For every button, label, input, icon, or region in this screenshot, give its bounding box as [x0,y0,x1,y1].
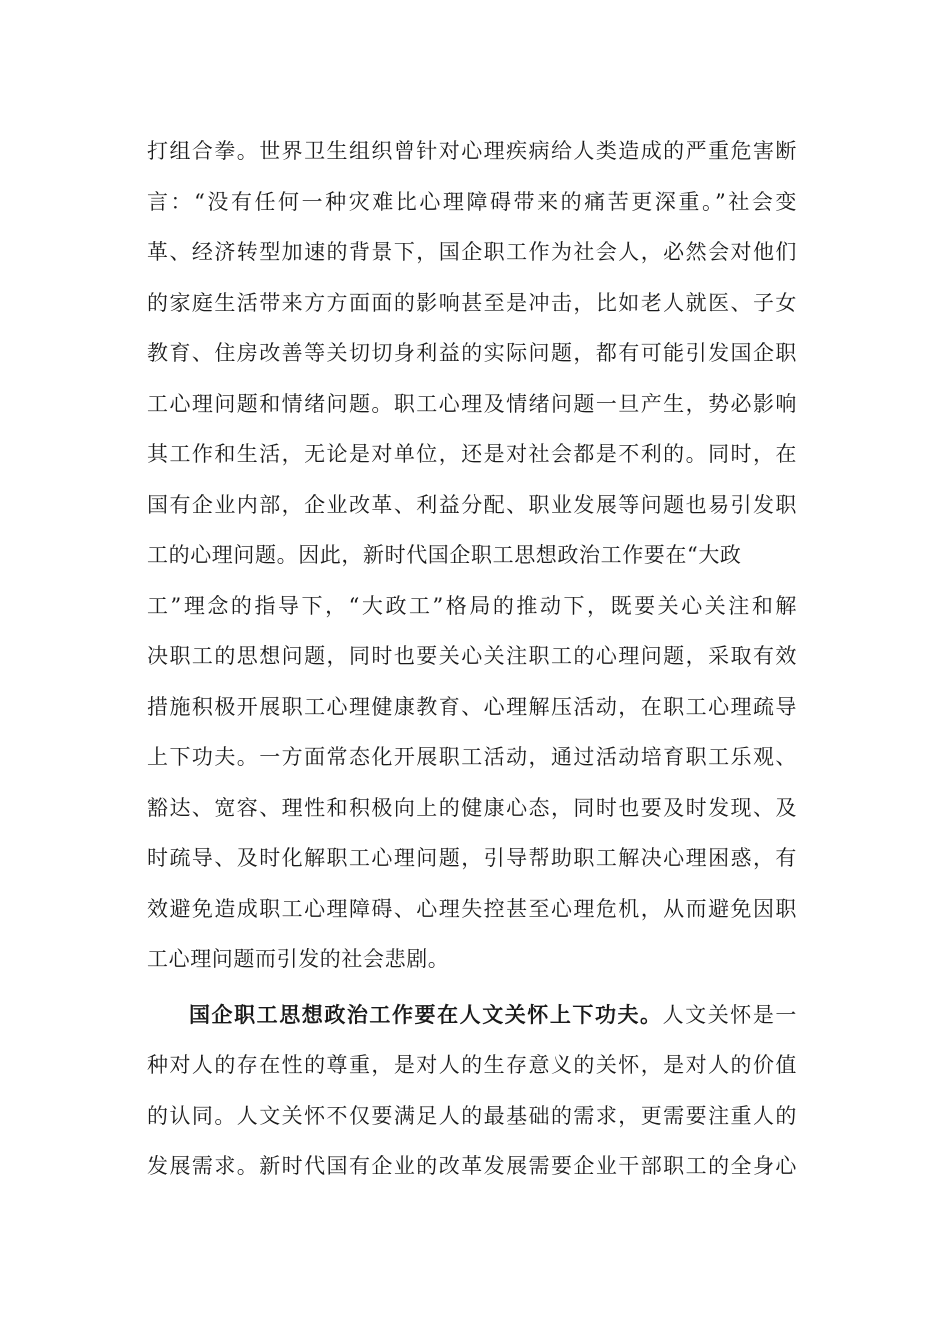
text-line: 革、经济转型加速的背景下，国企职工作为社会人，必然会对他们 [147,240,797,264]
text-line: 其工作和生活，无论是对单位，还是对社会都是不利的。同时，在 [147,442,797,466]
text-line: 工心理问题和情绪问题。职工心理及情绪问题一旦产生，势必影响 [147,391,797,416]
text-line: 上下功夫。一方面常态化开展职工活动，通过活动培育职工乐观、 [147,745,797,769]
text-line: 工的心理问题。因此，新时代国企职工思想政治工作要在“大政 [147,543,742,567]
text-line [147,990,797,1041]
text-line: 的家庭生活带来方方面面的影响甚至是冲击，比如老人就医、子女 [147,290,797,315]
text-line: 种对人的存在性的尊重，是对人的生存意义的关怀，是对人的价值 [147,1053,797,1077]
text-line: 国有企业内部，企业改革、利益分配、职业发展等问题也易引发职 [147,492,797,517]
paragraph-humanistic-care [147,990,797,1192]
text-line: 打组合拳。世界卫生组织曾针对心理疾病给人类造成的严重危害断 [147,139,797,163]
text-line: 工心理问题而引发的社会悲剧。 [147,947,450,971]
text-line: 豁达、宽容、理性和积极向上的健康心态，同时也要及时发现、及 [147,795,797,820]
text-line: 言：“没有任何一种灾难比心理障碍带来的痛苦更深重。”社会变 [147,189,797,214]
text-line: 措施积极开展职工心理健康教育、心理解压活动，在职工心理疏导 [147,694,797,719]
text-fragment: 人文关怀是一 [662,1002,797,1027]
text-line: 教育、住房改善等关切切身利益的实际问题，都有可能引发国企职 [147,341,797,365]
text-line: 时疏导、及时化解职工心理问题，引导帮助职工解决心理困惑，有 [147,846,797,870]
paragraph-mental-health [147,126,797,985]
text-line: 的认同。人文关怀不仅要满足人的最基础的需求，更需要注重人的 [147,1103,797,1128]
text-line: 决职工的思想问题，同时也要关心关注职工的心理问题，采取有效 [147,644,797,668]
document-body [147,126,797,1192]
paragraph-heading: 国企职工思想政治工作要在人文关怀上下功夫。 [189,1001,663,1027]
text-line: 效避免造成职工心理障碍、心理失控甚至心理危机，从而避免因职 [147,896,797,921]
text-line: 发展需求。新时代国有企业的改革发展需要企业干部职工的全身心 [147,1154,797,1178]
text-line: 工”理念的指导下，“大政工”格局的推动下，既要关心关注和解 [147,593,797,618]
